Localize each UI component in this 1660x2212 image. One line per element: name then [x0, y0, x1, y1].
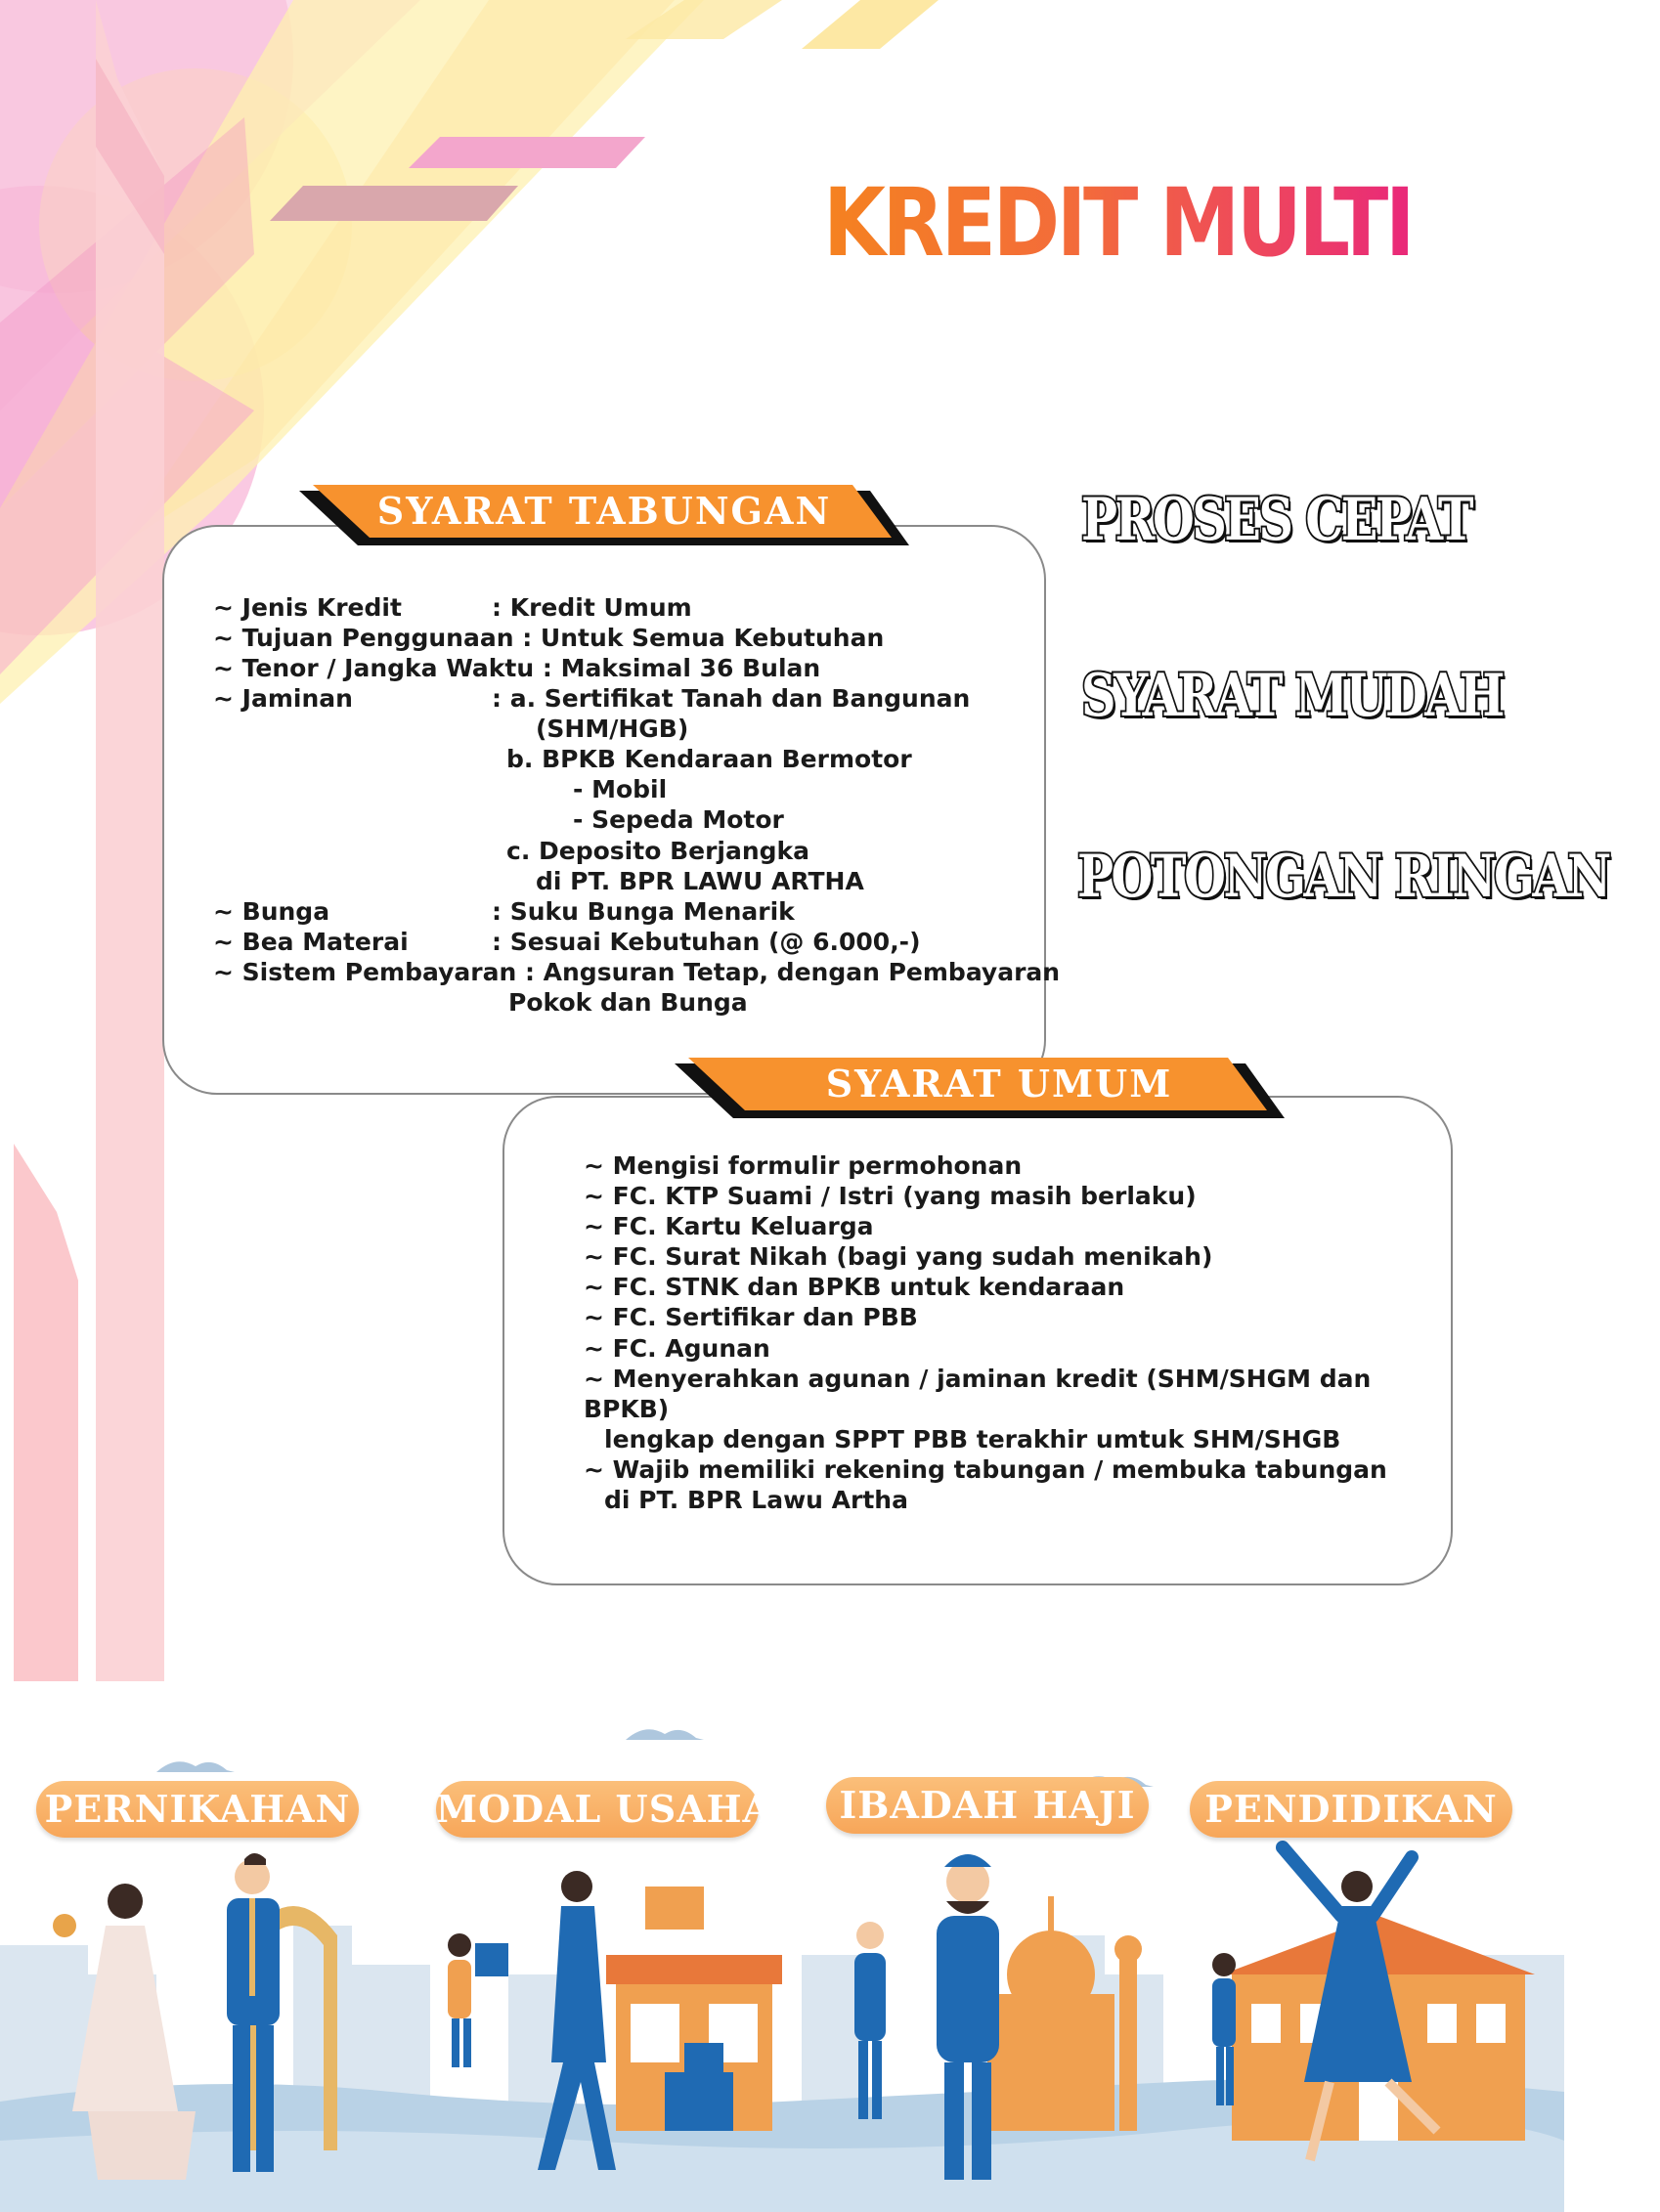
syarat-umum-header: SYARAT UMUM: [825, 1062, 1173, 1106]
detail-line: ~ Bea Materai: [213, 928, 409, 956]
detail-line: : Sesuai Kebutuhan (@ 6.000,-): [492, 928, 921, 956]
detail-line: ~ Sistem Pembayaran : Angsuran Tetap, dengan Pembayaran: [213, 958, 1061, 986]
detail-line: Pokok dan Bunga: [508, 988, 748, 1017]
purpose-pernikahan: PERNIKAHAN: [36, 1781, 359, 1838]
purpose-pendidikan: PENDIDIKAN: [1190, 1781, 1512, 1838]
purpose-illustration: [0, 1681, 1564, 2212]
detail-line: - Mobil: [573, 775, 668, 803]
detail-line: (SHM/HGB): [536, 715, 689, 743]
syarat-tabungan-header: SYARAT TABUNGAN: [376, 489, 832, 533]
detail-line: ~ Jaminan: [213, 684, 353, 713]
purpose-ibadah-haji: IBADAH HAJI: [826, 1777, 1149, 1834]
highlight-syarat-mudah: SYARAT MUDAH: [1081, 662, 1503, 730]
detail-line: ~ Jenis Kredit: [213, 593, 402, 622]
detail-line: : a. Sertifikat Tanah dan Bangunan: [492, 684, 971, 713]
requirement-line: ~ FC. Kartu Keluarga: [584, 1212, 874, 1240]
detail-line: di PT. BPR LAWU ARTHA: [536, 867, 864, 895]
detail-line: ~ Bunga: [213, 897, 330, 926]
requirement-line: ~ FC. Sertifikar dan PBB: [584, 1303, 918, 1331]
syarat-umum-ribbon: [675, 1058, 1285, 1118]
syarat-tabungan-ribbon: [299, 485, 909, 545]
page-title: KREDIT MULTIGUNA: [823, 168, 1660, 278]
detail-line: ~ Tenor / Jangka Waktu : Maksimal 36 Bulan: [213, 654, 821, 682]
highlight-proses-cepat: PROSES CEPAT: [1081, 486, 1472, 554]
detail-line: - Sepeda Motor: [573, 805, 784, 834]
requirement-line: ~ Mengisi formulir permohonan: [584, 1151, 1023, 1180]
requirement-line: ~ Menyerahkan agunan / jaminan kredit (SHM/SHGM dan: [584, 1365, 1372, 1393]
requirement-line: ~ FC. Surat Nikah (bagi yang sudah menikah): [584, 1242, 1213, 1271]
highlight-potongan-ringan: POTONGAN RINGAN: [1077, 843, 1609, 911]
detail-line: ~ Tujuan Penggunaan : Untuk Semua Kebutuhan: [213, 624, 885, 652]
detail-line: : Kredit Umum: [492, 593, 692, 622]
detail-line: c. Deposito Berjangka: [506, 837, 810, 865]
detail-line: : Suku Bunga Menarik: [492, 897, 795, 926]
detail-line: b. BPKB Kendaraan Bermotor: [506, 745, 912, 773]
requirement-line: lengkap dengan SPPT PBB terakhir umtuk SHM/SHGB: [604, 1425, 1341, 1453]
requirement-line: ~ Wajib memiliki rekening tabungan / membuka tabungan: [584, 1455, 1387, 1484]
requirement-line: ~ FC. STNK dan BPKB untuk kendaraan: [584, 1273, 1125, 1301]
requirement-line: ~ FC. KTP Suami / Istri (yang masih berlaku): [584, 1182, 1197, 1210]
requirement-line: ~ FC. Agunan: [584, 1334, 770, 1363]
purpose-modal-usaha: MODAL USAHA: [436, 1781, 759, 1838]
requirement-line: BPKB): [584, 1395, 670, 1423]
requirement-line: di PT. BPR Lawu Artha: [604, 1486, 908, 1514]
city-scene-illustration: [0, 1681, 1564, 2212]
